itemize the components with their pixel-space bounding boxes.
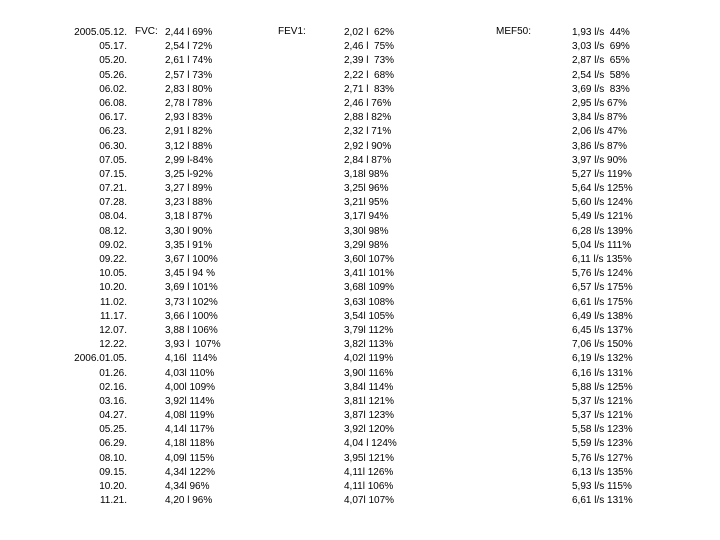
fev1-header: FEV1:	[278, 26, 306, 37]
table-row	[0, 125, 720, 139]
fev1-cell: 3,17l 94%	[344, 211, 389, 223]
fvc-cell: 3,23 l 88%	[165, 197, 213, 209]
fev1-cell: 2,46 l 76%	[344, 97, 392, 109]
fvc-cell: 3,66 l 100%	[165, 310, 218, 322]
table-row	[0, 267, 720, 281]
mef50-cell: 2,95 l/s 67%	[572, 97, 628, 109]
date-cell: 08.04.	[99, 211, 127, 223]
mef50-cell: 6,13 l/s 135%	[572, 466, 633, 478]
table-row	[0, 494, 720, 508]
fev1-cell: 3,21l 95%	[344, 197, 389, 209]
fvc-cell: 4,16l 114%	[165, 353, 218, 365]
date-cell: 07.21.	[99, 183, 127, 195]
fvc-cell: 2,93 l 83%	[165, 112, 213, 124]
table-row	[0, 437, 720, 451]
fev1-cell: 4,11l 126%	[344, 466, 394, 478]
mef50-cell: 6,49 l/s 138%	[572, 310, 633, 322]
fvc-cell: 2,54 l 72%	[165, 41, 213, 53]
table-row	[0, 83, 720, 97]
mef50-cell: 3,84 l/s 87%	[572, 112, 628, 124]
mef50-cell: 2,54 l/s 58%	[572, 69, 630, 81]
fvc-header: FVC:	[135, 26, 158, 37]
mef50-cell: 5,59 l/s 123%	[572, 438, 633, 450]
date-cell: 12.07.	[99, 324, 127, 336]
date-cell: 07.28.	[99, 197, 127, 209]
fvc-cell: 3,30 l 90%	[165, 225, 213, 237]
fev1-cell: 3,60l 107%	[344, 254, 395, 265]
fev1-cell: 4,07l 107%	[344, 495, 395, 507]
mef50-cell: 1,93 l/s 44%	[572, 27, 630, 38]
date-cell: 09.15.	[99, 466, 127, 478]
date-cell: 06.30.	[99, 140, 127, 152]
date-cell: 11.21.	[99, 495, 127, 507]
date-cell: 05.20.	[99, 55, 127, 67]
fvc-cell: 2,44 l 69%	[165, 27, 213, 38]
mef50-cell: 5,58 l/s 123%	[572, 424, 633, 436]
fev1-cell: 3,82l 113%	[344, 339, 394, 351]
table-row	[0, 154, 720, 168]
fev1-cell: 3,54l 105%	[344, 310, 395, 322]
mef50-cell: 5,37 l/s 121%	[572, 410, 633, 422]
table-row	[0, 26, 720, 40]
fvc-cell: 3,93 l 107%	[165, 339, 221, 351]
table-row	[0, 452, 720, 466]
table-row	[0, 338, 720, 352]
fvc-cell: 4,34l 96%	[165, 481, 210, 492]
fvc-cell: 2,83 l 80%	[165, 83, 213, 95]
date-cell: 11.02.	[99, 296, 127, 308]
date-cell: 06.17.	[99, 112, 127, 124]
table-row	[0, 182, 720, 196]
date-cell: 12.22.	[99, 339, 127, 351]
fev1-cell: 3,84l 114%	[344, 381, 394, 393]
fev1-cell: 4,04 l 124%	[344, 438, 397, 450]
mef50-cell: 6,11 l/s 135%	[572, 254, 632, 265]
date-cell: 02.16.	[99, 381, 127, 393]
fvc-cell: 2,61 l 74%	[165, 55, 213, 67]
fev1-cell: 2,22 l 68%	[344, 69, 395, 81]
fvc-cell: 4,14l 117%	[165, 424, 215, 436]
mef50-cell: 5,76 l/s 127%	[572, 452, 633, 464]
table-row	[0, 324, 720, 338]
date-cell: 11.17.	[99, 310, 127, 322]
table-row	[0, 69, 720, 83]
date-cell: 05.26.	[99, 69, 127, 81]
fev1-cell: 2,71 l 83%	[344, 83, 395, 95]
table-row	[0, 352, 720, 366]
fvc-cell: 4,20 l 96%	[165, 495, 213, 507]
fev1-cell: 3,95l 121%	[344, 452, 395, 464]
fvc-cell: 4,09l 115%	[165, 452, 215, 464]
table-row	[0, 395, 720, 409]
fvc-cell: 3,69 l 101%	[165, 282, 218, 294]
table-row	[0, 40, 720, 54]
date-cell: 08.12.	[99, 225, 127, 237]
mef50-cell: 5,04 l/s 111%	[572, 239, 632, 251]
mef50-cell: 7,06 l/s 150%	[572, 339, 633, 351]
table-row	[0, 54, 720, 68]
fvc-cell: 3,12 l 88%	[165, 140, 213, 152]
fvc-cell: 4,34l 122%	[165, 466, 216, 478]
fvc-cell: 4,00l 109%	[165, 381, 216, 393]
fvc-cell: 3,35 l 91%	[165, 239, 213, 251]
fev1-cell: 2,02 l 62%	[344, 27, 395, 38]
mef50-cell: 6,61 l/s 131%	[572, 495, 633, 507]
mef50-cell: 6,61 l/s 175%	[572, 296, 633, 308]
date-cell: 2005.05.12.	[74, 27, 127, 38]
date-cell: 06.23.	[99, 126, 127, 138]
table-row	[0, 367, 720, 381]
fev1-cell: 3,87l 123%	[344, 410, 395, 422]
fev1-cell: 2,46 l 75%	[344, 41, 395, 53]
table-row	[0, 480, 720, 494]
fvc-cell: 3,18 l 87%	[165, 211, 213, 223]
table-row	[0, 281, 720, 295]
fev1-cell: 3,18l 98%	[344, 168, 389, 180]
date-cell: 10.20.	[99, 282, 127, 294]
fev1-cell: 4,02l 119%	[344, 353, 394, 365]
mef50-cell: 6,19 l/s 132%	[572, 353, 633, 365]
mef50-cell: 3,03 l/s 69%	[572, 41, 630, 53]
fvc-cell: 4,08l 119%	[165, 410, 215, 422]
date-cell: 2006.01.05.	[74, 353, 127, 365]
mef50-cell: 5,27 l/s 119%	[572, 168, 632, 180]
fvc-cell: 3,25 l-92%	[165, 168, 213, 180]
fev1-cell: 3,92l 120%	[344, 424, 395, 436]
fvc-cell: 2,99 l-84%	[165, 154, 213, 166]
date-cell: 04.27.	[99, 410, 127, 422]
mef50-cell: 5,49 l/s 121%	[572, 211, 633, 223]
fvc-cell: 4,18l 118%	[165, 438, 215, 450]
fev1-cell: 3,63l 108%	[344, 296, 395, 308]
fvc-cell: 3,92l 114%	[165, 395, 215, 407]
date-cell: 07.15.	[99, 168, 127, 180]
mef50-header: MEF50:	[496, 26, 532, 37]
date-cell: 01.26.	[99, 367, 127, 379]
date-cell: 05.17.	[99, 41, 127, 53]
table-row	[0, 225, 720, 239]
date-cell: 10.20.	[99, 481, 127, 492]
fev1-cell: 3,25l 96%	[344, 183, 389, 195]
fev1-cell: 3,90l 116%	[344, 367, 394, 379]
date-cell: 03.16.	[99, 395, 127, 407]
mef50-cell: 5,93 l/s 115%	[572, 481, 632, 492]
mef50-cell: 6,45 l/s 137%	[572, 324, 633, 336]
date-cell: 06.02.	[99, 83, 127, 95]
table-row	[0, 310, 720, 324]
fev1-cell: 3,29l 98%	[344, 239, 389, 251]
fev1-cell: 2,88 l 82%	[344, 112, 392, 124]
table-row	[0, 196, 720, 210]
date-cell: 09.02.	[99, 239, 127, 251]
mef50-cell: 6,57 l/s 175%	[572, 282, 633, 294]
table-row	[0, 239, 720, 253]
table-row	[0, 423, 720, 437]
date-cell: 05.25.	[99, 424, 127, 436]
fvc-cell: 2,57 l 73%	[165, 69, 213, 81]
fvc-cell: 3,67 l 100%	[165, 254, 218, 265]
fev1-cell: 3,81l 121%	[344, 395, 395, 407]
table-row	[0, 466, 720, 480]
date-cell: 07.05.	[99, 154, 127, 166]
fev1-cell: 2,92 l 90%	[344, 140, 392, 152]
mef50-cell: 3,69 l/s 83%	[572, 83, 630, 95]
date-cell: 08.10.	[99, 452, 127, 464]
fev1-cell: 3,79l 112%	[344, 324, 394, 336]
fev1-cell: 3,30l 98%	[344, 225, 389, 237]
mef50-cell: 3,86 l/s 87%	[572, 140, 628, 152]
fvc-cell: 4,03l 110%	[165, 367, 215, 379]
table-row	[0, 296, 720, 310]
mef50-cell: 5,60 l/s 124%	[572, 197, 633, 209]
mef50-cell: 5,88 l/s 125%	[572, 381, 633, 393]
fev1-cell: 2,39 l 73%	[344, 55, 395, 67]
mef50-cell: 3,97 l/s 90%	[572, 154, 628, 166]
mef50-cell: 5,64 l/s 125%	[572, 183, 633, 195]
fvc-cell: 3,88 l 106%	[165, 324, 218, 336]
table-row	[0, 111, 720, 125]
mef50-cell: 5,76 l/s 124%	[572, 268, 633, 280]
fvc-cell: 2,78 l 78%	[165, 97, 213, 109]
fvc-cell: 2,91 l 82%	[165, 126, 213, 138]
table-row	[0, 97, 720, 111]
fev1-cell: 2,84 l 87%	[344, 154, 392, 166]
table-row	[0, 210, 720, 224]
fev1-cell: 2,32 l 71%	[344, 126, 392, 138]
fev1-cell: 3,41l 101%	[344, 268, 395, 280]
table-row	[0, 253, 720, 267]
mef50-cell: 5,37 l/s 121%	[572, 395, 633, 407]
date-cell: 06.29.	[99, 438, 127, 450]
mef50-cell: 6,16 l/s 131%	[572, 367, 633, 379]
fvc-cell: 3,45 l 94 %	[165, 268, 216, 280]
date-cell: 06.08.	[99, 97, 127, 109]
date-cell: 10.05.	[99, 268, 127, 280]
mef50-cell: 2,87 l/s 65%	[572, 55, 630, 67]
date-cell: 09.22.	[99, 254, 127, 265]
fvc-cell: 3,27 l 89%	[165, 183, 213, 195]
table-row	[0, 140, 720, 154]
mef50-cell: 2,06 l/s 47%	[572, 126, 628, 138]
mef50-cell: 6,28 l/s 139%	[572, 225, 633, 237]
fvc-cell: 3,73 l 102%	[165, 296, 218, 308]
fev1-cell: 3,68l 109%	[344, 282, 395, 294]
table-row	[0, 168, 720, 182]
table-row	[0, 409, 720, 423]
table-row	[0, 381, 720, 395]
fev1-cell: 4,11l 106%	[344, 481, 394, 492]
